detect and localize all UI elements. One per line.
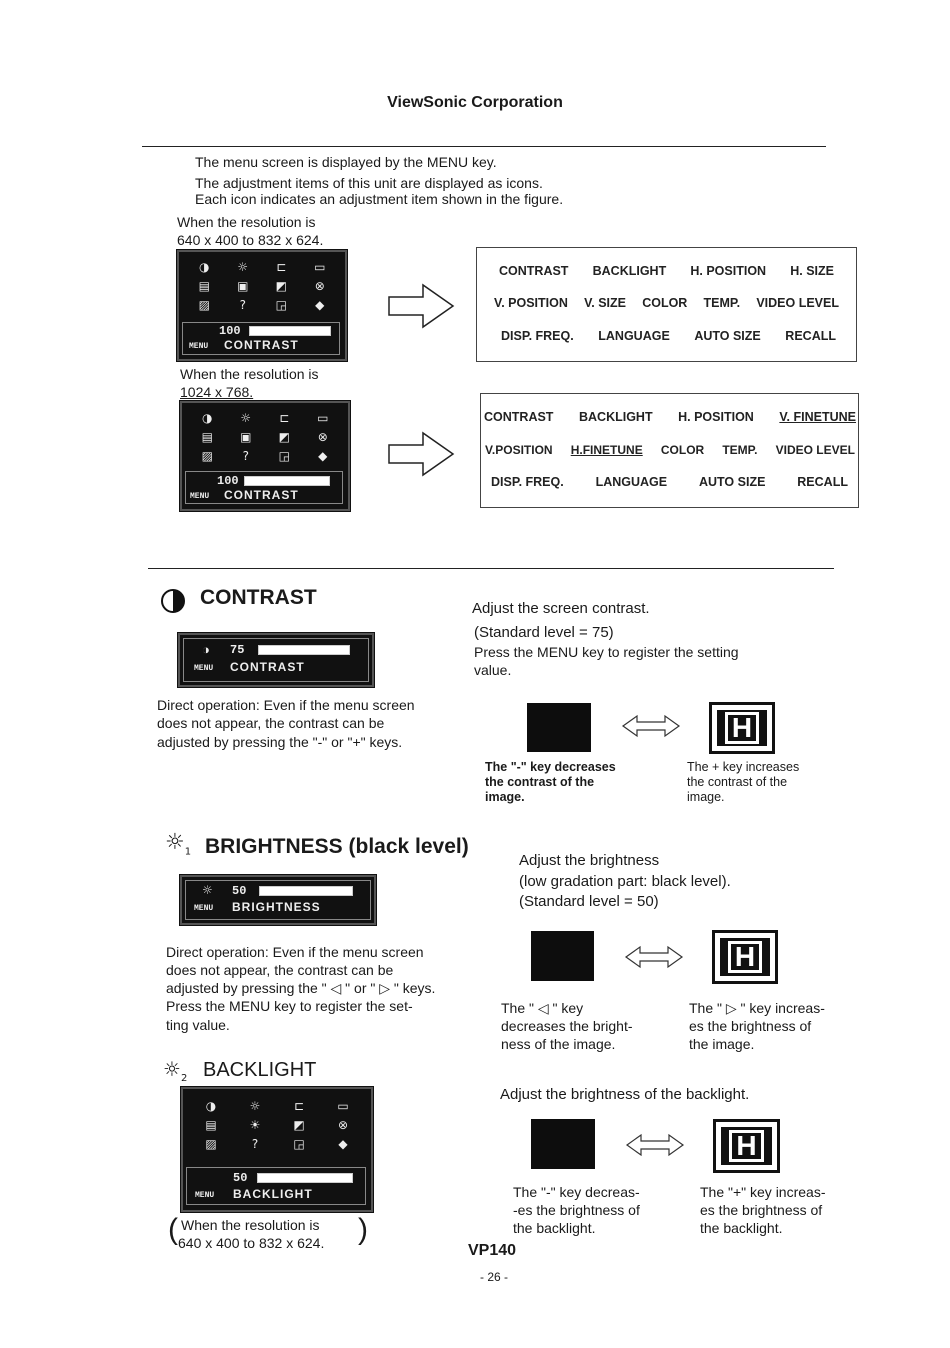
brightness-desc-1: Adjust the brightness (519, 852, 660, 869)
item-label: DISP. FREQ. (501, 329, 574, 343)
osd-level-fill (250, 327, 330, 335)
note-line: the backlight. (513, 1220, 596, 1236)
h-glyph: H (729, 1130, 763, 1162)
contrast-icon: ◑ (202, 411, 213, 425)
resolution-note-2: When the resolution is (180, 366, 319, 382)
divider (148, 568, 834, 569)
brightness-direct-5: ting value. (166, 1017, 230, 1033)
h-glyph: H (728, 941, 762, 973)
disp-freq-icon: ▨ (201, 449, 213, 463)
osd-label: BACKLIGHT (233, 1187, 313, 1201)
items-row (481, 410, 858, 424)
note-line: the image. (689, 1036, 755, 1052)
osd-level-bar (258, 645, 350, 655)
intro-line-3: Each icon indicates an adjustment item shown in the figure. (195, 191, 564, 207)
bracket-left: ( (168, 1213, 178, 1246)
osd-level-fill (259, 646, 327, 654)
backlight-minus-note (513, 1183, 640, 1237)
brightness-direct-3: adjusted by pressing the " ◁ " or " ▷ " keys. (166, 980, 436, 996)
item-label: V. FINETUNE (779, 410, 856, 424)
item-label: CONTRAST (499, 264, 569, 278)
item-label: TEMP. (703, 296, 741, 310)
resolution-note-1b: 640 x 400 to 832 x 624. (177, 232, 324, 248)
icon-grid (188, 409, 342, 466)
osd-level-fill (245, 477, 329, 485)
note-line: the contrast of the (687, 775, 788, 789)
note-line: image. (485, 790, 525, 804)
video-level-icon: ⊗ (337, 1118, 349, 1132)
contrast-icon: ◑ (202, 642, 210, 657)
adjustment-items-box-1 (476, 247, 857, 362)
v-size-icon: ▣ (240, 430, 252, 444)
intro-line-2: The adjustment items of this unit are displayed as icons. (195, 175, 543, 191)
brightness-direct-1: Direct operation: Even if the menu screen (166, 944, 424, 960)
contrast-desc-3: Press the MENU key to register the setting (474, 644, 739, 660)
osd-contrast (178, 633, 374, 687)
icon-grid (189, 1097, 365, 1154)
language-icon: ? (251, 1137, 259, 1151)
note-line: decreases the bright- (501, 1018, 633, 1034)
page-header: ViewSonic Corporation (387, 94, 563, 111)
brightness-icon: $☼_1$ (165, 830, 192, 858)
items-row (477, 264, 856, 278)
color-temp-icon: ◩ (293, 1118, 305, 1132)
section-title-backlight: BACKLIGHT (203, 1059, 317, 1081)
language-icon: ? (239, 298, 246, 312)
osd-level-bar (259, 886, 353, 896)
note-line: The "-" key decreas- (513, 1184, 640, 1200)
item-label: RECALL (785, 329, 836, 343)
h-position-icon: ⊏ (279, 411, 290, 425)
note-line: ness of the image. (501, 1036, 616, 1052)
contrast-desc-4: value. (474, 662, 512, 678)
note-line: es the brightness of (689, 1018, 812, 1034)
contrast-desc-2: (Standard level = 75) (474, 624, 614, 641)
item-label: DISP. FREQ. (491, 475, 564, 489)
note-line: image. (687, 790, 725, 804)
note-line: es the brightness of (700, 1202, 823, 1218)
recall-icon: ◆ (318, 449, 328, 463)
osd-value: 50 (233, 1171, 248, 1185)
backlight-res-2: 640 x 400 to 832 x 624. (178, 1235, 325, 1251)
item-label: LANGUAGE (595, 475, 668, 489)
item-label: COLOR (642, 296, 688, 310)
backlight-plus-note (700, 1183, 826, 1237)
item-label: H. POSITION (678, 410, 754, 424)
h-size-icon: ▭ (317, 411, 329, 425)
osd-label: CONTRAST (224, 488, 299, 502)
backlight-icon: $☼_2$ (163, 1057, 188, 1084)
brightness-desc-2: (low gradation part: black level). (519, 873, 731, 890)
bracket-right: ) (358, 1213, 368, 1246)
note-line: The + key increases (687, 760, 800, 774)
color-temp-icon: ◩ (275, 279, 287, 293)
h-frame (721, 1127, 772, 1165)
dark-screen-image (531, 931, 594, 981)
osd-level-bar (257, 1173, 353, 1183)
osd-level-fill (258, 1174, 305, 1182)
language-icon: ? (242, 449, 249, 463)
osd-value: 100 (217, 474, 239, 488)
brightness-direct-2: does not appear, the contrast can be (166, 962, 394, 978)
brightness-desc-3: (Standard level = 50) (519, 893, 659, 910)
h-frame (717, 710, 767, 746)
v-position-icon: ▤ (198, 279, 210, 293)
double-arrow-icon (621, 714, 681, 738)
disp-freq-icon: ▨ (205, 1137, 217, 1151)
contrast-icon: ◑ (199, 260, 210, 274)
h-position-icon: ⊏ (293, 1099, 305, 1113)
video-level-icon: ⊗ (314, 279, 325, 293)
auto-size-icon: ◲ (293, 1137, 305, 1151)
item-label: RECALL (797, 475, 848, 489)
brightness-icon: ☼ (237, 260, 249, 274)
video-level-icon: ⊗ (317, 430, 328, 444)
v-position-icon: ▤ (201, 430, 213, 444)
osd-label: BRIGHTNESS (232, 900, 321, 914)
item-label: H. POSITION (690, 264, 767, 278)
contrast-direct-1: Direct operation: Even if the menu screen (157, 697, 415, 713)
osd-menu-tag: MENU (194, 904, 214, 913)
item-label: H.FINETUNE (570, 443, 643, 457)
osd-menu-tag: MENU (194, 664, 214, 673)
v-position-icon: ▤ (205, 1118, 217, 1132)
brightness-icon: ☼ (202, 883, 213, 897)
note-line: the backlight. (700, 1220, 783, 1236)
bright-screen-image (713, 1119, 780, 1173)
brightness-icon: ☼ (249, 1099, 261, 1113)
h-frame (720, 938, 770, 976)
section-title-contrast: CONTRAST (200, 586, 317, 609)
contrast-icon (160, 588, 186, 614)
item-label: CONTRAST (484, 410, 554, 424)
double-arrow-icon (624, 945, 684, 969)
resolution-note-2b: 1024 x 768. (180, 384, 254, 400)
osd-level-fill (260, 887, 306, 895)
note-line: The " ◁ " key (501, 1000, 584, 1016)
brightness-plus-note (689, 999, 825, 1053)
items-row (477, 296, 856, 310)
contrast-direct-3: adjusted by pressing the "-" or "+" keys. (157, 734, 403, 750)
item-label: BACKLIGHT (592, 264, 667, 278)
note-line: The "+" key increas- (700, 1184, 826, 1200)
section-title-brightness: BRIGHTNESS (black level) (205, 835, 469, 858)
item-label: COLOR (660, 443, 705, 457)
osd-menu-screen-2 (180, 401, 350, 511)
recall-icon: ◆ (315, 298, 325, 312)
note-line: The " ▷ " key increas- (689, 1000, 825, 1016)
h-glyph: H (725, 712, 759, 744)
item-label: TEMP. (722, 443, 758, 457)
osd-menu-tag: MENU (195, 1191, 215, 1200)
color-temp-icon: ◩ (278, 430, 290, 444)
osd-label: CONTRAST (224, 338, 299, 352)
double-arrow-icon (625, 1133, 685, 1157)
recall-icon: ◆ (338, 1137, 348, 1151)
items-row (481, 475, 858, 489)
backlight-res-1: When the resolution is (181, 1217, 320, 1233)
h-size-icon: ▭ (314, 260, 326, 274)
item-label: BACKLIGHT (578, 410, 653, 424)
item-label: V.POSITION (485, 443, 553, 457)
osd-menu-tag: MENU (190, 492, 210, 501)
item-label: AUTO SIZE (698, 475, 766, 489)
brightness-direct-4: Press the MENU key to register the set- (166, 998, 413, 1014)
osd-value: 75 (230, 643, 245, 657)
disp-freq-icon: ▨ (198, 298, 210, 312)
note-line: The "-" key decreases (485, 760, 616, 774)
item-label: V. SIZE (584, 296, 626, 310)
items-row (481, 443, 858, 457)
item-label: LANGUAGE (598, 329, 670, 343)
v-size-icon: ▣ (237, 279, 249, 293)
osd-menu-tag: MENU (189, 342, 209, 351)
icon-grid (185, 258, 339, 315)
osd-label: CONTRAST (230, 660, 305, 674)
osd-value: 50 (232, 884, 247, 898)
contrast-direct-2: does not appear, the contrast can be (157, 715, 385, 731)
page-number: - 26 - (480, 1270, 509, 1284)
osd-menu-screen-1 (177, 250, 347, 361)
bright-screen-image (709, 702, 775, 754)
auto-size-icon: ◲ (275, 298, 287, 312)
bright-screen-image (712, 930, 778, 984)
resolution-note-bracket (168, 1212, 373, 1254)
brightness-icon: ☼ (240, 411, 252, 425)
osd-value: 100 (219, 324, 241, 338)
contrast-minus-note (485, 760, 616, 805)
osd-backlight-menu (181, 1087, 373, 1212)
item-label: VIDEO LEVEL (756, 296, 839, 310)
backlight-icon: ☀ (249, 1118, 261, 1132)
arrow-right-icon (387, 431, 455, 477)
items-row (477, 329, 856, 343)
item-label: AUTO SIZE (694, 329, 761, 343)
intro-line-1: The menu screen is displayed by the MENU key. (195, 154, 497, 170)
divider (142, 146, 826, 147)
item-label: V. POSITION (494, 296, 568, 310)
contrast-plus-note (687, 760, 799, 805)
auto-size-icon: ◲ (278, 449, 290, 463)
dark-screen-image (527, 703, 591, 752)
note-line: the contrast of the (485, 775, 595, 789)
note-line: -es the brightness of (513, 1202, 640, 1218)
dark-screen-image (531, 1119, 595, 1169)
backlight-desc-1: Adjust the brightness of the backlight. (500, 1086, 750, 1103)
model-name: VP140 (468, 1242, 517, 1259)
adjustment-items-box-2 (480, 393, 859, 508)
osd-brightness (180, 875, 376, 925)
osd-level-bar (249, 326, 331, 336)
osd-level-bar (244, 476, 330, 486)
item-label: VIDEO LEVEL (775, 443, 855, 457)
item-label: H. SIZE (790, 264, 834, 278)
contrast-desc-1: Adjust the screen contrast. (472, 600, 650, 617)
arrow-right-icon (387, 283, 455, 329)
brightness-minus-note (501, 999, 633, 1053)
h-position-icon: ⊏ (276, 260, 287, 274)
contrast-icon: ◑ (205, 1099, 217, 1113)
h-size-icon: ▭ (337, 1099, 349, 1113)
resolution-note-1: When the resolution is (177, 214, 316, 230)
